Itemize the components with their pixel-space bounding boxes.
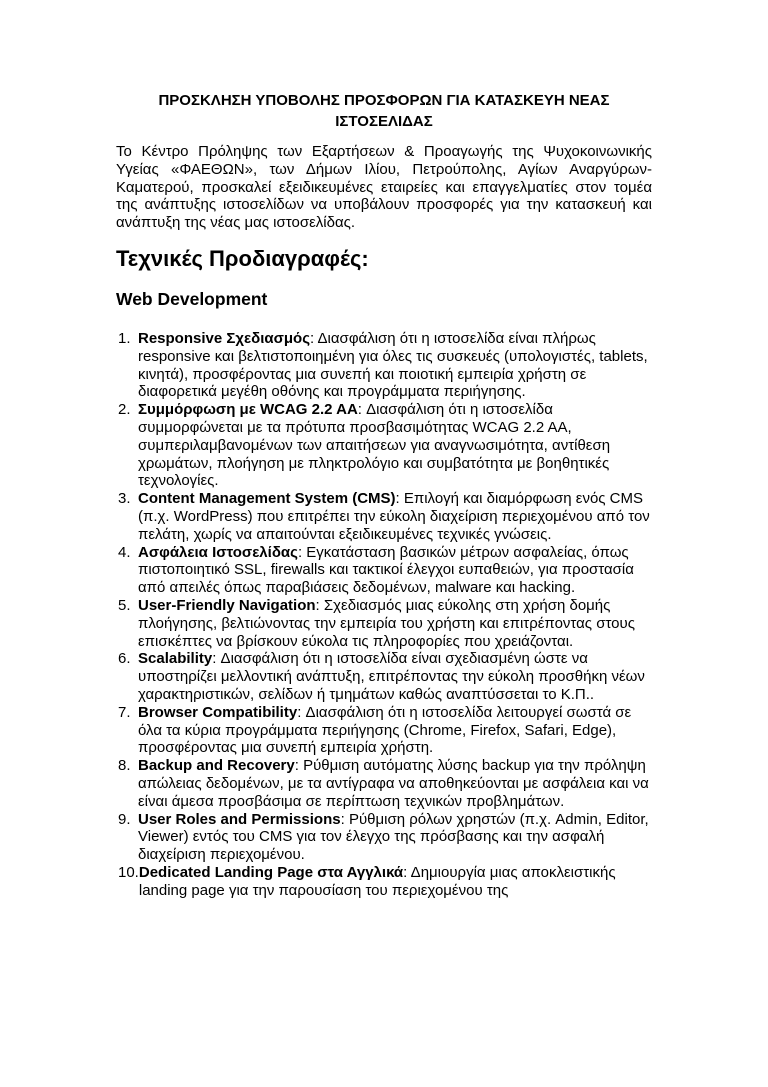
requirement-term: Συμμόρφωση με WCAG 2.2 AA — [138, 401, 358, 419]
requirement-item — [116, 597, 652, 650]
requirement-text — [138, 811, 652, 864]
requirement-term: Responsive Σχεδιασμός — [138, 329, 311, 347]
requirement-item — [116, 811, 652, 864]
requirement-item — [116, 650, 652, 703]
requirement-number: 1. — [118, 329, 131, 347]
requirement-text — [138, 330, 652, 401]
requirement-description: : Ρύθμιση αυτόματης λύσης backup για την πρόληψη απώλειας δεδομένων, με τα αντίγραφα να αποθηκεύονται με ασφάλεια και να είναι άμεσα προσβάσιμα σε περίπτωση τεχνικών προβλημάτων. — [138, 757, 649, 810]
requirement-term: Content Management System (CMS) — [138, 490, 396, 508]
requirement-text — [139, 864, 652, 900]
requirement-term: Dedicated Landing Page στα Αγγλικά — [138, 863, 404, 881]
requirement-item — [116, 330, 652, 401]
requirement-description: : Διασφάλιση ότι η ιστοσελίδα λειτουργεί σωστά σε όλα τα κύρια προγράμματα περιήγησης (Chrome, Firefox, Safari, Edge), προσφέροντας μια συνεπή εμπειρία χρήστη. — [138, 704, 631, 757]
requirement-description: : Ρύθμιση ρόλων χρηστών (π.χ. Admin, Editor, Viewer) εντός του CMS για τον έλεγχο της πρόσβασης και την ασφαλή διαχείριση περιεχομένου. — [138, 811, 649, 864]
requirement-text — [138, 401, 652, 490]
intro-paragraph: Το Κέντρο Πρόληψης των Εξαρτήσεων & Προαγωγής της Ψυχοκοινωνικής Υγείας «ΦΑΕΘΩΝ», των Δήμων Ιλίου, Πετρούπολης, Αγίων Αναργύρων-Καματερού, προσκαλεί εξειδικευμένες εταιρείες και επαγγελματίες στον τομέα της ανάπτυξης ιστοσελίδων να υποβάλουν προσφορές για την κατασκευή και ανάπτυξη της νέας μας ιστοσελίδας. — [116, 143, 652, 232]
requirement-number: 2. — [118, 401, 131, 419]
requirement-item — [116, 544, 652, 597]
requirement-text — [138, 757, 652, 810]
requirement-description: : Δημιουργία μιας αποκλειστικής landing page για την παρουσίαση του περιεχομένου της — [139, 864, 616, 899]
requirement-description: : Διασφάλιση ότι η ιστοσελίδα είναι σχεδιασμένη ώστε να υποστηρίζει μελλοντική ανάπτυξη, επιτρέποντας την εύκολη προσθήκη νέων χαρακτηριστικών, σελίδων ή τμημάτων καθώς αναπτύσσεται το Κ.Π.. — [138, 650, 645, 703]
requirement-term: Ασφάλεια Ιστοσελίδας — [138, 543, 298, 561]
section-heading-technical-specs: Τεχνικές Προδιαγραφές: — [116, 245, 369, 271]
requirement-number: 9. — [118, 810, 131, 828]
requirement-item — [116, 490, 652, 543]
requirement-number: 4. — [118, 543, 131, 561]
requirement-item — [116, 757, 652, 810]
requirement-number: 8. — [118, 757, 131, 775]
requirement-text — [138, 650, 652, 703]
requirement-text — [138, 490, 652, 543]
requirement-term: User-Friendly Navigation — [138, 596, 316, 614]
requirement-text — [138, 597, 652, 650]
requirement-term: User Roles and Permissions — [138, 810, 341, 828]
requirement-number: 6. — [118, 650, 131, 668]
requirement-description: : Εγκατάσταση βασικών μέτρων ασφαλείας, όπως πιστοποιητικό SSL, firewalls και τακτικοί έλεγχοι ευπαθειών, για προστασία από απειλές όπως παραβιάσεις δεδομένων, malware και hacking. — [138, 544, 634, 597]
requirement-text — [138, 544, 652, 597]
subsection-heading-web-development: Web Development — [116, 288, 268, 309]
requirement-term: Browser Compatibility — [138, 703, 298, 721]
requirement-item — [116, 704, 652, 757]
requirement-number: 5. — [118, 596, 131, 614]
requirement-description: : Επιλογή και διαμόρφωση ενός CMS (π.χ. WordPress) που επιτρέπει την εύκολη διαχείριση περιεχομένου από τον πελάτη, χωρίς να απαιτούνται εξειδικευμένες τεχνικές γνώσεις. — [138, 490, 650, 543]
requirement-number: 10. — [118, 863, 139, 881]
requirement-term: Backup and Recovery — [138, 757, 295, 775]
requirement-description: : Σχεδιασμός μιας εύκολης στη χρήση δομής πλοήγησης, βελτιώνοντας την εμπειρία του χρήστη και επιτρέποντας στους επισκέπτες να βρίσκουν εύκολα τις πληροφορίες που χρειάζονται. — [138, 597, 635, 650]
requirement-text — [138, 704, 652, 757]
requirement-item — [116, 864, 652, 900]
requirements-list — [116, 330, 652, 900]
document-title: ΠΡΟΣΚΛΗΣΗ ΥΠΟΒΟΛΗΣ ΠΡΟΣΦΟΡΩΝ ΓΙΑ ΚΑΤΑΣΚΕΥΗ ΝΕΑΣ ΙΣΤΟΣΕΛΙΔΑΣ — [158, 92, 610, 130]
requirement-number: 7. — [118, 703, 131, 721]
requirement-number: 3. — [118, 490, 131, 508]
requirement-description: : Διασφάλιση ότι η ιστοσελίδα είναι πλήρως responsive και βελτιστοποιημένη για όλες τις συσκευές (υπολογιστές, tablets, κινητά), προσφέροντας μια συνεπή και ποιοτική εμπειρία χρήστη σε διαφορετικά μεγέθη οθόνης και προγράμματα περιήγησης. — [138, 330, 648, 400]
requirement-term: Scalability — [138, 650, 213, 668]
requirement-item — [116, 401, 652, 490]
requirement-description: : Διασφάλιση ότι η ιστοσελίδα συμμορφώνεται με τα πρότυπα προσβασιμότητας WCAG 2.2 AA, συμπεριλαμβανομένων των απαιτήσεων για αναγνωσιμότητα, αντίθεση χρωμάτων, πλοήγηση με πληκτρολόγιο και συμβατότητα με βοηθητικές τεχνολογίες. — [138, 401, 610, 489]
